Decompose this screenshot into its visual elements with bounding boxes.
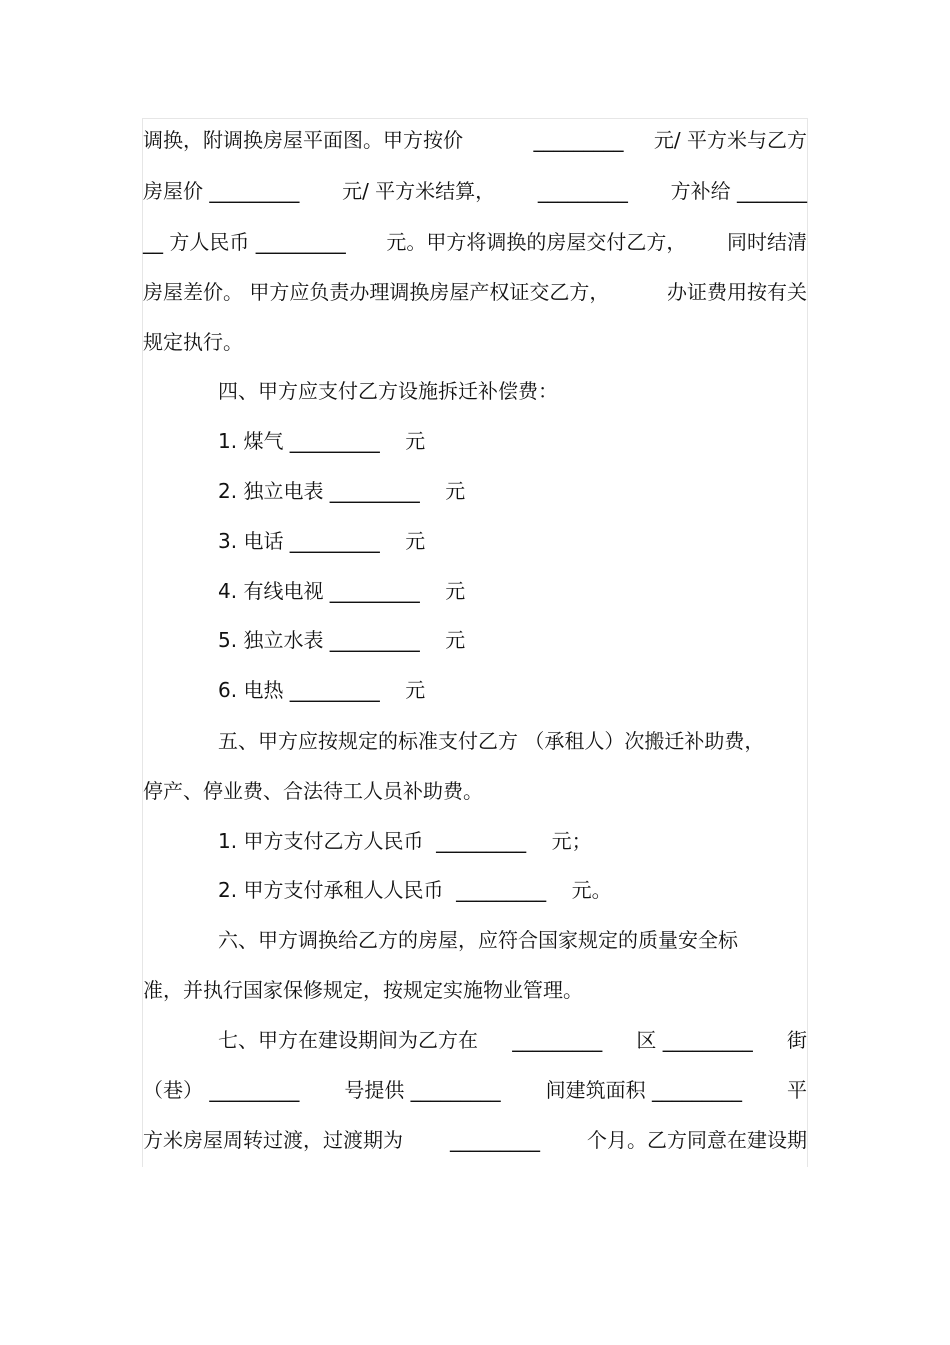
text-segment: 四、甲方应支付乙方设施拆迁补偿费：	[218, 379, 558, 403]
section-heading-5	[143, 726, 882, 756]
text-line-5	[143, 327, 807, 357]
text-segment: 七、甲方在建设期间为乙方在	[218, 1028, 478, 1052]
text-line	[143, 1075, 807, 1105]
blank-field: _________	[512, 1028, 603, 1052]
text-segment: 号提供 _________	[344, 1078, 501, 1102]
section-heading-4	[143, 376, 882, 406]
text-line-2	[143, 176, 807, 206]
text-segment: 停产、停业费、合法待工人员补助费。	[143, 779, 483, 803]
text-segment: 元/ 平方米结算，	[342, 179, 496, 203]
text-segment: 规定执行。	[143, 330, 243, 354]
list-item	[143, 576, 882, 606]
text-segment: 方补给 _______	[670, 179, 807, 203]
text-segment: 2. 甲方支付承租人人民币 _________ 元。	[218, 878, 612, 902]
text-segment: 街	[786, 1028, 807, 1052]
text-line-3	[143, 227, 807, 257]
section-heading-6	[143, 925, 882, 955]
text-segment: 1. 煤气 _________ 元	[218, 429, 426, 453]
text-segment: 1. 甲方支付乙方人民币 _________ 元；	[218, 829, 592, 853]
text-segment: 房屋价 _________	[143, 179, 300, 203]
text-line	[143, 776, 807, 806]
text-segment: 2. 独立电表 _________ 元	[218, 479, 466, 503]
text-line	[143, 975, 807, 1005]
blank-field: _________	[537, 179, 628, 203]
list-item	[143, 476, 882, 506]
text-segment: 平	[786, 1078, 807, 1102]
text-segment: 六、甲方调换给乙方的房屋，应符合国家规定的质量安全标	[218, 928, 738, 952]
text-line	[143, 1125, 807, 1155]
text-segment: 准，并执行国家保修规定，按规定实施物业管理。	[143, 978, 583, 1002]
text-line-1	[143, 125, 807, 155]
text-segment: 五、甲方应按规定的标准支付乙方 （承租人）次搬迁补助费，	[218, 729, 765, 753]
list-item	[143, 826, 882, 856]
list-item	[143, 426, 882, 456]
blank-field: _________	[533, 128, 624, 152]
text-segment: 间建筑面积 _________	[545, 1078, 743, 1102]
text-segment: （巷） _________	[143, 1078, 300, 1102]
list-item	[143, 875, 882, 905]
text-segment: 调换，附调换房屋平面图。甲方按价	[143, 128, 463, 152]
text-segment: 元/ 平方米与乙方	[653, 128, 807, 152]
list-item	[143, 526, 882, 556]
section-heading-7	[143, 1025, 807, 1055]
list-item	[143, 675, 882, 705]
text-segment: 区 _________	[636, 1028, 753, 1052]
text-segment: 元。甲方将调换的房屋交付乙方，	[386, 230, 687, 254]
text-segment: 办证费用按有关	[667, 280, 807, 304]
text-segment: 4. 有线电视 _________ 元	[218, 579, 466, 603]
text-line-4	[143, 277, 807, 307]
blank-field: _________	[450, 1128, 540, 1152]
text-segment: 6. 电热 _________ 元	[218, 678, 426, 702]
text-segment: 方米房屋周转过渡，过渡期为	[143, 1128, 403, 1152]
text-segment: 房屋差价。 甲方应负责办理调换房屋产权证交乙方，	[143, 280, 610, 304]
text-segment: 5. 独立水表 _________ 元	[218, 628, 466, 652]
text-segment: 个月。乙方同意在建设期	[587, 1128, 807, 1152]
text-segment: 3. 电话 _________ 元	[218, 529, 426, 553]
list-item	[143, 625, 882, 655]
text-segment: 同时结清	[727, 230, 807, 254]
text-segment: __ 方人民币 _________	[143, 230, 346, 254]
